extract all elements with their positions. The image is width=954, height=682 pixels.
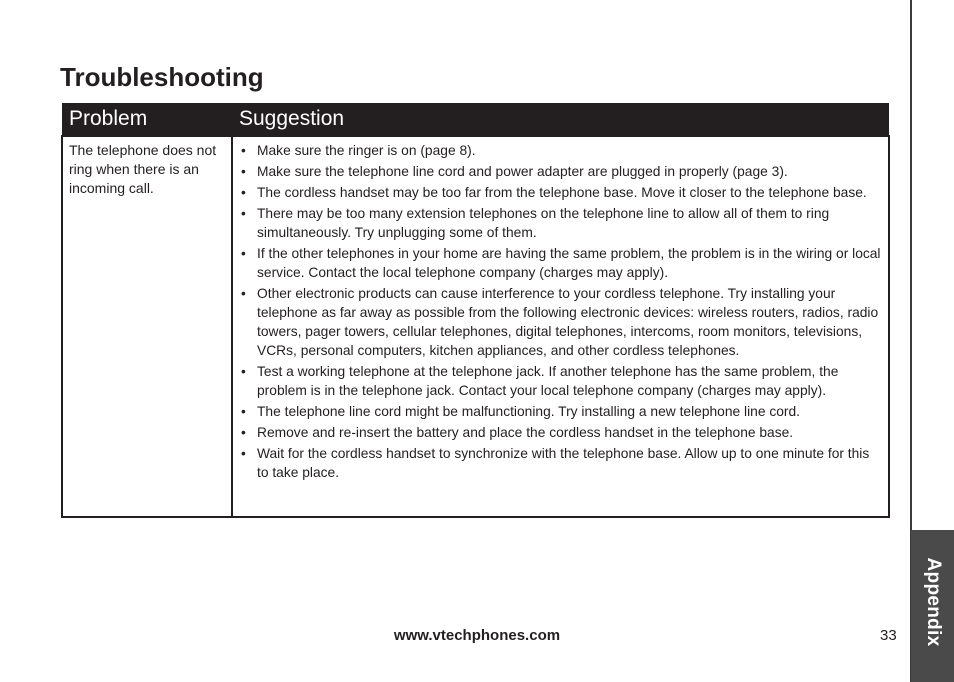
problem-cell: The telephone does not ring when there is an incoming call. — [62, 136, 232, 517]
page-number: 33 — [880, 627, 897, 644]
bullet-icon: • — [241, 164, 246, 179]
suggestion-item — [241, 183, 882, 202]
website-url[interactable]: www.vtechphones.com — [393, 627, 561, 644]
appendix-side-tab[interactable] — [911, 530, 954, 682]
troubleshooting-table — [61, 103, 890, 518]
suggestion-item — [241, 402, 882, 421]
suggestion-cell — [232, 136, 889, 517]
bullet-icon: • — [241, 246, 246, 261]
suggestion-item — [241, 444, 882, 482]
bullet-icon: • — [241, 206, 246, 221]
suggestion-item — [241, 162, 882, 181]
bullet-icon: • — [241, 143, 246, 158]
suggestion-text: There may be too many extension telephones on the telephone line to allow all of them to ring simultaneously. Try unplugging some of them. — [257, 206, 830, 240]
suggestion-text: If the other telephones in your home are having the same problem, the problem is in the wiring or local service. Contact the local telephone company (charges may apply). — [257, 246, 881, 280]
suggestion-item — [241, 204, 882, 242]
bullet-icon: • — [241, 286, 246, 301]
table-header-row — [62, 103, 889, 136]
suggestion-column-header: Suggestion — [232, 103, 889, 136]
table-row — [62, 136, 889, 517]
suggestion-item — [241, 423, 882, 442]
bullet-icon: • — [241, 446, 246, 461]
suggestion-item — [241, 284, 882, 360]
suggestion-text: The cordless handset may be too far from the telephone base. Move it closer to the telephone base. — [257, 185, 867, 200]
suggestion-text: The telephone line cord might be malfunctioning. Try installing a new telephone line cord. — [257, 404, 801, 419]
bullet-icon: • — [241, 185, 246, 200]
suggestion-text: Make sure the ringer is on (page 8). — [257, 143, 476, 158]
page-title: Troubleshooting — [60, 62, 264, 92]
suggestion-text: Make sure the telephone line cord and power adapter are plugged in properly (page 3). — [257, 164, 788, 179]
suggestion-text: Test a working telephone at the telephone jack. If another telephone has the same problem, the problem is in the telephone jack. Contact your local telephone company (charges may apply). — [257, 364, 839, 398]
suggestion-item — [241, 244, 882, 282]
suggestion-text: Other electronic products can cause interference to your cordless telephone. Try installing your telephone as far away as possible from the following electronic devices: wireless routers, radios, radio towers, pager towers, cellular telephones, digital telephones, intercoms, room monitors, televisions, VCRs, personal computers, kitchen appliances, and other cordless telephones. — [257, 286, 879, 358]
bullet-icon: • — [241, 364, 246, 379]
side-tab-label: Appendix — [922, 557, 944, 647]
suggestion-list — [241, 141, 882, 482]
bullet-icon: • — [241, 425, 246, 440]
suggestion-item — [241, 141, 882, 160]
bullet-icon: • — [241, 404, 246, 419]
suggestion-text: Remove and re-insert the battery and place the cordless handset in the telephone base. — [257, 425, 794, 440]
suggestion-item — [241, 362, 882, 400]
suggestion-text: Wait for the cordless handset to synchronize with the telephone base. Allow up to one minute for this to take place. — [257, 446, 870, 480]
problem-column-header: Problem — [62, 103, 232, 136]
